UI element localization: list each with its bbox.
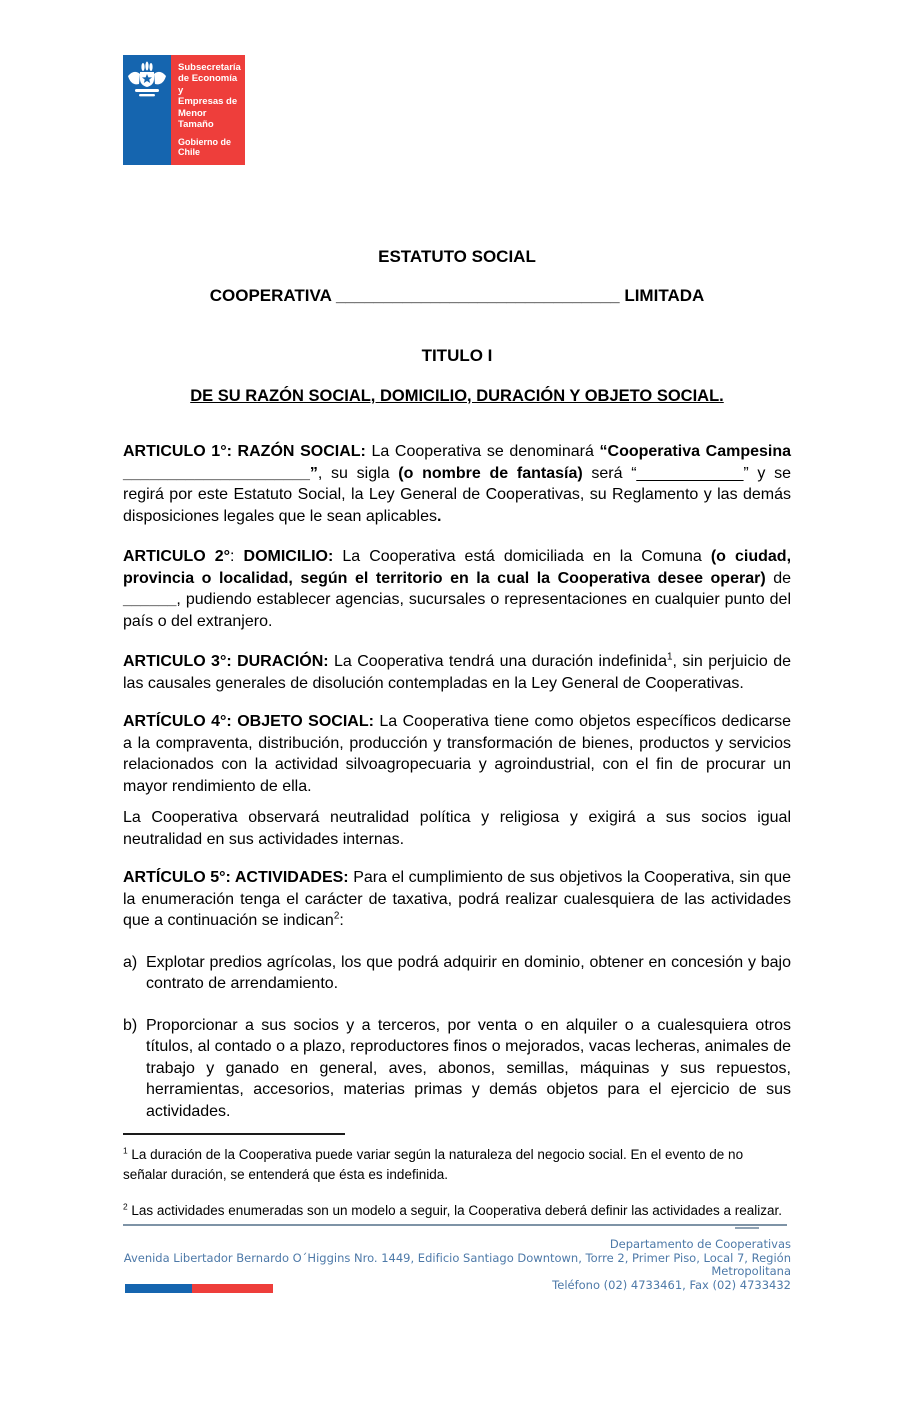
list-marker: b) [123, 1016, 138, 1034]
logo-agency-line: de Economía y [178, 73, 238, 96]
footer-phone: Teléfono (02) 4733461, Fax (02) 4733432 [552, 1277, 791, 1292]
footnote-2 [123, 1201, 791, 1221]
logo-agency-line: Menor Tamaño [178, 107, 214, 130]
chile-coat-of-arms-icon [125, 60, 169, 108]
list-text: Explotar predios agrícolas, los que podrá adquirir en dominio, obtener en concesión y bajo contrato de arrendamiento. [146, 953, 791, 992]
chapter-subtitle: DE SU RAZÓN SOCIAL, DOMICILIO, DURACIÓN Y OBJETO SOCIAL. [190, 387, 724, 405]
footnote-1 [123, 1145, 791, 1185]
article-5-paragraph: ARTÍCULO 5°: ACTIVIDADES: Para el cumplimiento de sus objetivos la Cooperativa, sin que la enumeración tenga el carácter de taxativa, podrá realizar cualesquiera de las actividades que a continuación se indican$^2$: [123, 869, 792, 929]
chile-flag-bar [125, 1284, 273, 1293]
logo-government-label: Gobierno de Chile [178, 137, 232, 157]
logo-agency-name [178, 62, 241, 130]
list-marker: a) [123, 953, 138, 971]
neutrality-paragraph: La Cooperativa observará neutralidad política y religiosa y exigirá a sus socios igual neutralidad en sus actividades internas. [123, 809, 791, 848]
footnote-1-marker: 1 [123, 1145, 128, 1156]
footer-separator-dash [735, 1227, 759, 1229]
footnote-separator [123, 1133, 345, 1135]
footer-separator-line [123, 1224, 787, 1226]
footer-address: Avenida Libertador Bernardo O´Higgins Nro. 1449, Edificio Santiago Downtown, Torre 2, Primer Piso, Local 7, Región Metropolitana [123, 1250, 791, 1278]
article-3-paragraph: ARTICULO 3°: DURACIÓN: La Cooperativa tendrá una duración indefinida$^1$, sin perjuicio de las causales generales de disolución contempladas en la Ley General de Cooperativas. [123, 651, 791, 692]
footnote-2-marker: 2 [123, 1201, 128, 1212]
article-2-paragraph: ARTICULO 2°: DOMICILIO: La Cooperativa está domiciliada en la Comuna (o ciudad, provincia o localidad, según el territorio en la cual la Cooperativa desee operar) de ______, pudiendo establecer agencias, sucursales o representaciones en cualquier punto del país o del extranjero. [123, 548, 792, 630]
document-title: ESTATUTO SOCIAL [378, 247, 536, 266]
gobierno-de-chile-logo [123, 55, 245, 165]
article-1-paragraph: ARTICULO 1°: RAZÓN SOCIAL: La Cooperativa se denominará “Cooperativa Campesina _____________________”, su sigla (o nombre de fantasía) será “____________” y se regirá por este Estatuto Social, la Ley General de Cooperativas, su Reglamento y las demás disposiciones legales que le sean aplicables. [123, 443, 792, 525]
logo-agency-line: Empresas de [178, 96, 238, 108]
footnote-1-text: La duración de la Cooperativa puede variar según la naturaleza del negocio social. En el evento de no señalar duración, se entenderá que ésta es indefinida. [123, 1147, 744, 1182]
flag-bar-red-segment [192, 1284, 273, 1293]
cooperative-name-line: COOPERATIVA ______________________________ LIMITADA [209, 286, 705, 305]
chapter-title: TITULO I [421, 346, 493, 365]
activity-item-a [123, 952, 791, 995]
activity-item-b [123, 1015, 791, 1123]
footer-department: Departamento de Cooperativas [609, 1237, 791, 1251]
document-body [123, 246, 791, 1122]
article-4-paragraph: ARTÍCULO 4°: OBJETO SOCIAL: La Cooperativa tiene como objetos específicos dedicarse a la compraventa, distribución, producción y transformación de bienes, productos y servicios relacionados con la actividad silvoagropecuaria y agroindustrial, con el fin de procurar un mayor rendimiento de ella. [123, 713, 792, 795]
flag-bar-blue-segment [125, 1284, 192, 1293]
logo-agency-line: Subsecretaría [178, 62, 241, 73]
list-text: Proporcionar a sus socios y a terceros, por venta o en alquiler o a cualesquiera otros títulos, al contado o a plazo, reproductores finos o mejorados, vacas lecheras, animales de trabajo y ganado en general, aves, abonos, semillas, máquinas y sus repuestos, herramientas, accesorios, materias primas y demás objetos para el ejercicio de sus actividades. [146, 1016, 791, 1120]
footnote-2-text: Las actividades enumeradas son un modelo a seguir, la Cooperativa deberá definir las actividades a realizar. [127, 1203, 783, 1218]
logo-red-panel [171, 55, 245, 165]
footnotes-section [123, 1126, 791, 1221]
logo-blue-panel [123, 55, 171, 165]
